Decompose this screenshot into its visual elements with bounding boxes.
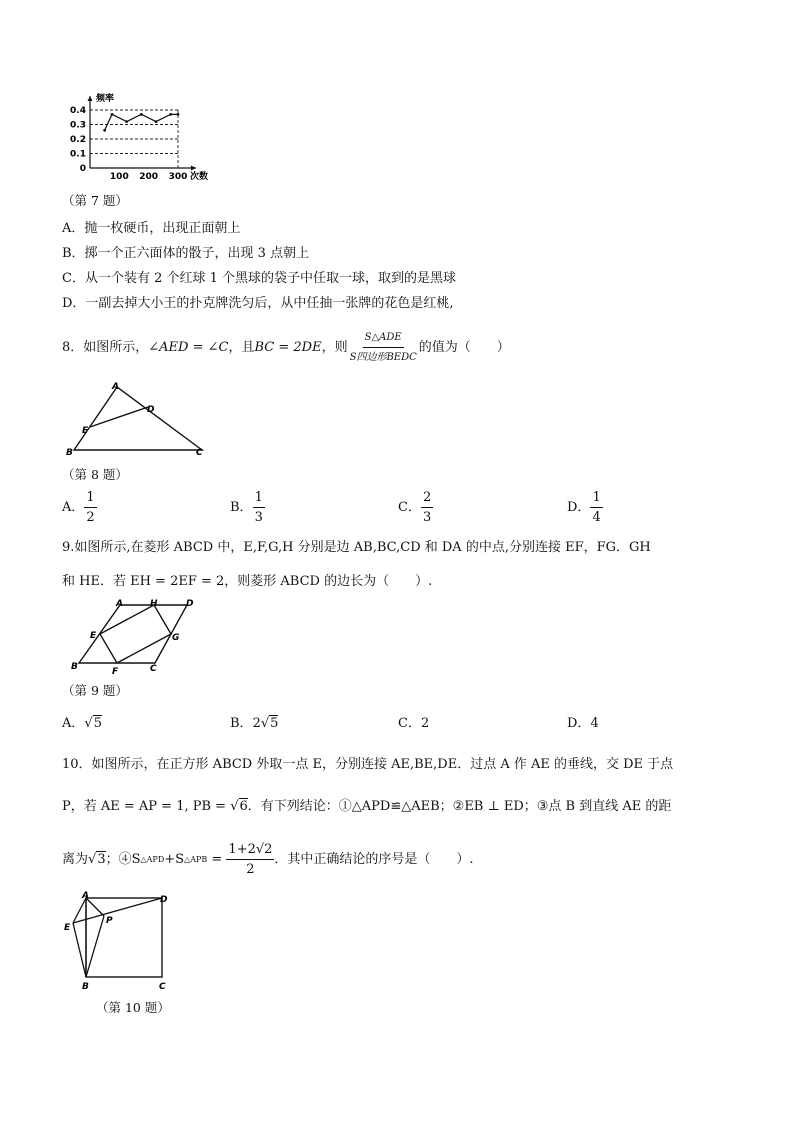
label-e: E <box>82 426 89 436</box>
data-point <box>155 120 158 123</box>
q10-question-line-3: 离为 √3 ；④S △APD +S △APB = $\frac{1+2√2}{2}$ ．其中正确结论的序号是（ ）. <box>62 842 474 877</box>
label-a: A <box>82 891 89 901</box>
label-g: G <box>172 633 180 643</box>
frequency-line-chart <box>58 88 218 188</box>
q9-opt-c-value: 2 <box>420 716 430 731</box>
y-tick-label: 0.1 <box>70 149 86 160</box>
x-tick-label: 200 <box>139 172 159 182</box>
q7-option-b: B．掷一个正六面体的骰子，出现 3 点朝上 <box>62 246 310 261</box>
data-point <box>177 113 180 116</box>
q10-line3-part-b: ；④S <box>105 851 141 867</box>
label-e: E <box>90 631 97 641</box>
q8-frac-den: S四边形BEDC <box>349 352 417 363</box>
q9-opt-d-value: 4 <box>590 716 599 731</box>
q10-line2-radicand: 6 <box>239 799 248 814</box>
q9-option-b: B．2√5 <box>230 716 279 731</box>
label-d: D <box>160 895 168 905</box>
q9-option-a: A．√5 <box>62 716 102 731</box>
q9-opt-a-radicand: 5 <box>93 716 102 731</box>
q10-question-line-1: 10．如图所示，在正方形 ABCD 外取一点 E，分别连接 AE,BE,DE．过点 A 作 AE 的垂线，交 DE 于点 <box>62 757 674 772</box>
triangle-abc <box>74 387 202 450</box>
y-axis-label: 频率 <box>96 94 115 104</box>
q10-line3-part-a: 离为 <box>62 851 89 867</box>
q7-option-c: C．从一个装有 2 个红球 1 个黑球的袋子中任取一球，取到的是黑球 <box>62 271 457 286</box>
y-tick-label: 0.4 <box>70 106 86 116</box>
q8-prefix: 8．如图所示， <box>62 339 149 355</box>
x-axis-label: 次数 <box>190 172 209 182</box>
label-p: P <box>106 916 113 926</box>
q7-option-d: D．一副去掉大小王的扑克牌洗匀后，从中任抽一张牌的花色是红桃, <box>62 296 454 311</box>
q8-opt-c-den: 3 <box>422 510 432 525</box>
q9-opt-d-letter: D． <box>567 716 591 731</box>
label-a: A <box>112 382 119 392</box>
label-d: D <box>147 405 155 415</box>
q8-opt-d-den: 4 <box>592 510 601 525</box>
label-c: C <box>150 664 157 674</box>
segment-pb <box>86 916 104 977</box>
q10-plus: +S <box>164 851 185 867</box>
q8-area-ratio <box>348 330 419 365</box>
label-f: F <box>112 667 119 675</box>
q9-opt-c-letter: C． <box>398 716 421 731</box>
q10-line3-radicand: 3 <box>97 851 106 867</box>
y-axis-arrow <box>88 96 93 101</box>
q8-opt-a-num: 1 <box>84 490 96 508</box>
q9-option-c <box>398 716 429 732</box>
q10-frac-num: 1+2√2 <box>226 842 274 860</box>
label-b: B <box>71 662 78 672</box>
q8-opt-a-den: 2 <box>86 510 95 525</box>
q8-question <box>62 330 510 365</box>
q8-frac-num: S△ADE <box>363 330 404 348</box>
label-a: A <box>116 599 123 609</box>
q8-opt-b-letter: B． <box>230 499 253 515</box>
q9-opt-b-radicand: 5 <box>270 716 279 731</box>
q10-equals: = <box>207 851 227 867</box>
q10-subscript-2: △APB <box>184 854 208 864</box>
q8-opt-d-letter: D． <box>567 499 591 515</box>
q9-caption: （第 9 题） <box>62 683 128 698</box>
q10-fraction <box>226 842 274 877</box>
q9-question-line-1: 9.如图所示,在菱形 ABCD 中，E,F,G,H 分别是边 AB,BC,CD 和 DA 的中点,分别连接 EF，FG．GH <box>62 540 651 555</box>
q8-opt-c-num: 2 <box>421 490 433 508</box>
y-tick-label: 0.3 <box>70 120 86 131</box>
data-point <box>125 120 128 123</box>
series-line <box>105 114 178 130</box>
q8-caption: （第 8 题） <box>62 467 128 482</box>
q8-opt-d-num: 1 <box>590 490 602 508</box>
data-point <box>103 129 106 132</box>
q8-opt-a-letter: A． <box>62 499 85 515</box>
q9-opt-a-letter: A． <box>62 716 85 731</box>
q10-line3-part-c: ．其中正确结论的序号是（ ）. <box>274 851 474 867</box>
y-tick-label: 0 <box>79 164 86 174</box>
q8-mid-2: ，则 <box>321 339 348 355</box>
label-e: E <box>64 923 71 933</box>
q7-caption: （第 7 题） <box>62 193 128 208</box>
label-c: C <box>196 448 203 458</box>
x-axis-arrow <box>191 166 196 171</box>
q8-suffix: 的值为（ ） <box>418 339 510 355</box>
x-tick-label: 100 <box>109 172 129 182</box>
q9-opt-b-letter: B． <box>230 716 253 731</box>
q8-option-d <box>567 490 603 525</box>
label-b: B <box>82 982 89 992</box>
q10-square-figure <box>62 890 177 995</box>
q8-opt-b-den: 3 <box>254 510 263 525</box>
data-point <box>169 113 172 116</box>
q9-opt-b-coef: 2 <box>252 716 261 731</box>
q8-condition: ∠AED = ∠C <box>148 339 229 355</box>
q10-subscript-1: △APD <box>140 854 165 864</box>
label-d: D <box>186 599 194 609</box>
q10-question-line-2: P，若 AE = AP = 1, PB = √6．有下列结论：①△APD≌△AEB；②EB ⊥ ED；③点 B 到直线 AE 的距 <box>62 799 672 814</box>
y-tick-label: 0.2 <box>70 135 86 145</box>
q8-triangle-figure <box>62 380 212 460</box>
q10-line2-part-b: ．有下列结论：①△APD≌△AEB；②EB ⊥ ED；③点 B 到直线 AE 的距 <box>247 799 672 814</box>
label-h: H <box>150 599 158 609</box>
q10-frac-den: 2 <box>246 862 255 877</box>
label-b: B <box>66 448 73 458</box>
x-tick-label: 300 <box>168 172 188 182</box>
q7-option-a: A．抛一枚硬币，出现正面朝上 <box>62 221 241 236</box>
q8-option-c <box>398 490 433 525</box>
q9-rhombus-figure <box>62 595 197 675</box>
data-point <box>140 113 143 116</box>
q8-condition-2: BC = 2DE <box>254 339 322 355</box>
q8-opt-c-letter: C． <box>398 499 421 515</box>
data-point <box>111 113 114 116</box>
q8-mid: ，且 <box>228 339 255 355</box>
q8-opt-b-num: 1 <box>253 490 265 508</box>
q8-option-b <box>230 490 265 525</box>
q10-caption: （第 10 题） <box>96 1000 170 1015</box>
label-c: C <box>159 982 166 992</box>
q8-option-a <box>62 490 97 525</box>
segment-eb <box>73 923 86 977</box>
q9-option-d <box>567 716 599 732</box>
segment-de <box>90 407 148 427</box>
q9-question-line-2: 和 HE．若 EH = 2EF = 2，则菱形 ABCD 的边长为（ ）. <box>62 574 433 589</box>
q10-line2-part-a: P，若 AE = AP = 1, PB = <box>62 799 231 814</box>
